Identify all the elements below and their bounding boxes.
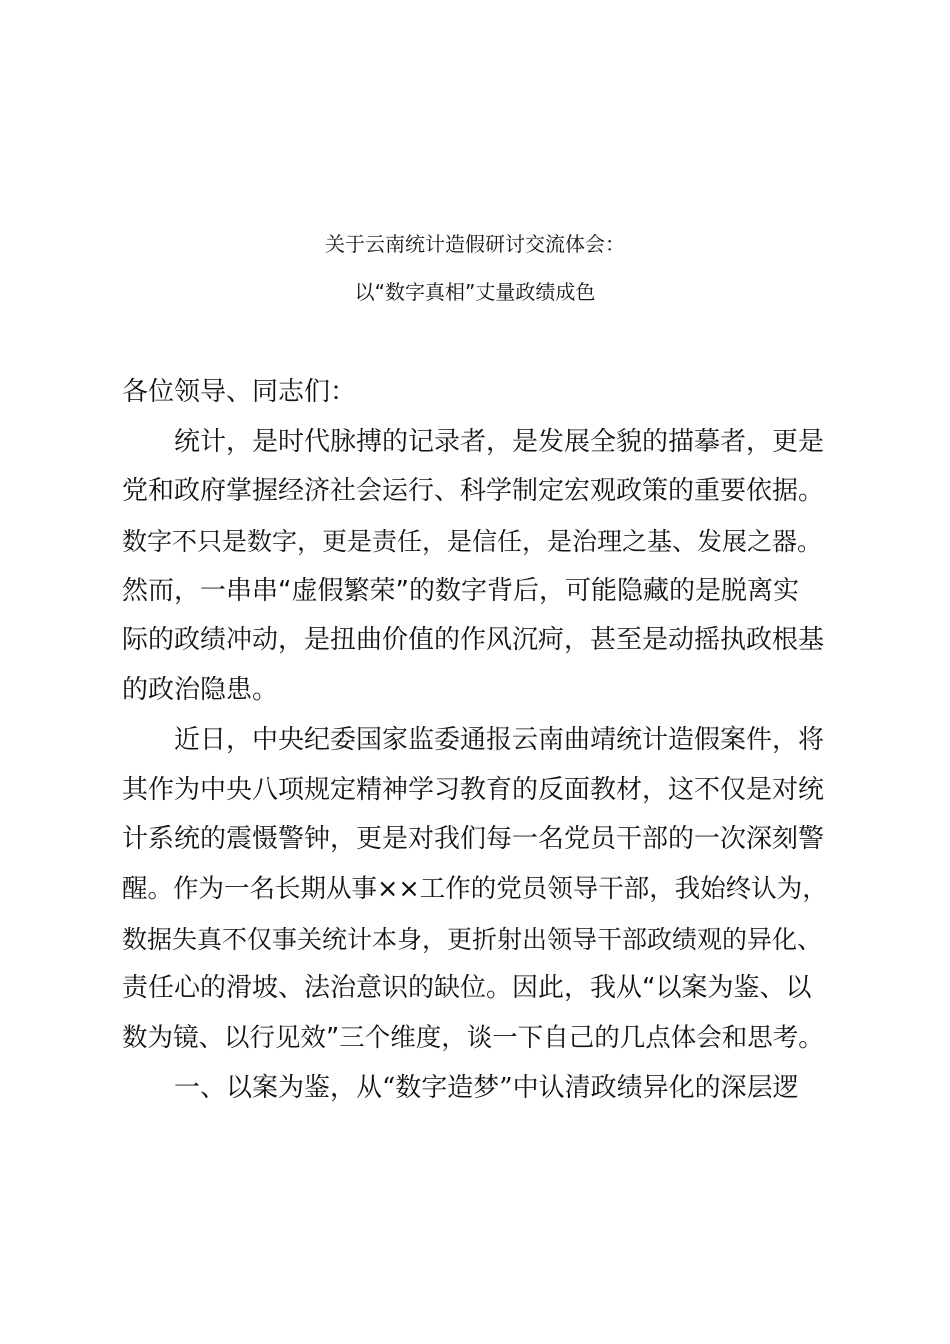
paragraph-2-line-7: 数为镜、以行见效”三个维度，谈一下自己的几点体会和思考。 bbox=[122, 1022, 824, 1053]
paragraph-1-line-3: 数字不只是数字，更是责任，是信任，是治理之基、发展之器。 bbox=[122, 527, 823, 557]
paragraph-2-line-1: 近日，中央纪委国家监委通报云南曲靖统计造假案件，将 bbox=[174, 724, 825, 755]
paragraph-1-line-6: 的政治隐患。 bbox=[122, 675, 279, 706]
paragraph-2-line-5: 数据失真不仅事关统计本身，更折射出领导干部政绩观的异化、 bbox=[122, 924, 823, 954]
document-title-line-2: 以“数字真相”丈量政绩成色 bbox=[354, 280, 596, 304]
document-body bbox=[122, 368, 828, 1113]
section-heading-1: 一、以案为鉴，从“数字造梦”中认清政绩异化的深层逻 bbox=[174, 1072, 799, 1103]
paragraph-2-line-2: 其作为中央八项规定精神学习教育的反面教材，这不仅是对统 bbox=[122, 774, 825, 805]
document-title-line-1: 关于云南统计造假研讨交流体会： bbox=[325, 232, 625, 256]
paragraph-1-line-2: 党和政府掌握经济社会运行、科学制定宏观政策的重要依据。 bbox=[122, 476, 825, 507]
paragraph-1-line-5: 际的政绩冲动，是扭曲价值的作风沉疴，甚至是动摇执政根基 bbox=[122, 625, 825, 656]
paragraph-1-line-1: 统计，是时代脉搏的记录者，是发展全貌的描摹者，更是 bbox=[174, 426, 825, 457]
paragraph-2-line-3: 计系统的震慑警钟，更是对我们每一名党员干部的一次深刻警 bbox=[122, 824, 825, 855]
paragraph-1-line-4: 然而，一串串“虚假繁荣”的数字背后，可能隐藏的是脱离实 bbox=[122, 575, 799, 606]
paragraph-2-line-4: 醒。作为一名长期从事××工作的党员领导干部，我始终认为， bbox=[122, 873, 828, 904]
paragraph-2-line-6: 责任心的滑坡、法治意识的缺位。因此，我从“以案为鉴、以 bbox=[122, 973, 812, 1004]
salutation: 各位领导、同志们： bbox=[122, 377, 357, 407]
